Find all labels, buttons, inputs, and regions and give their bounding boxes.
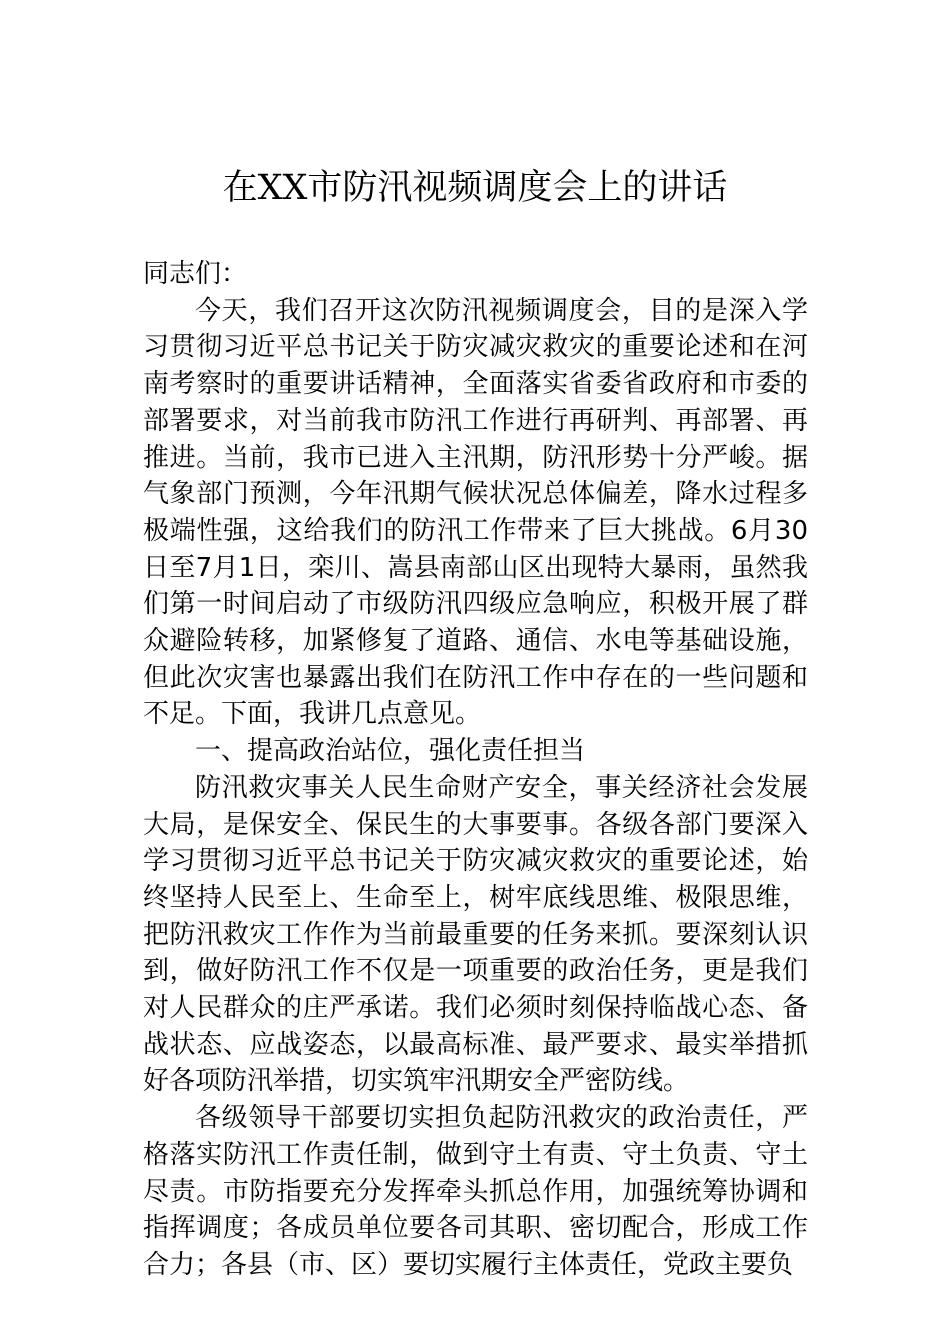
document-title: 在XX市防汛视频调度会上的讲话	[222, 168, 728, 208]
paragraph-body: 防汛救灾事关人民生命财产安全，事关经济社会发展大局，是保安全、保民生的大事要事。各级各部门要深入学习贯彻习近平总书记关于防灾减灾救灾的重要论述，始终坚持人民至上、生命至上，树牢底线思维、极限思维，把防汛救灾工作作为当前最重要的任务来抓。要深刻认识到，做好防汛工作不仅是一项重要的政治任务，更是我们对人民群众的庄严承诺。我们必须时刻保持临战心态、备战状态、应战姿态，以最高标准、最严要求、最实举措抓好各项防汛举措，切实筑牢汛期安全严密防线。	[143, 772, 808, 1097]
paragraph-responsibility: 各级领导干部要切实担负起防汛救灾的政治责任，严格落实防汛工作责任制，做到守土有责、守土负责、守土尽责。市防指要充分发挥牵头抓总作用，加强统筹协调和指挥调度；各成员单位要各司其职、密切配合，形成工作合力；各县（市、区）要切实履行主体责任，党政主要负	[143, 1103, 808, 1280]
section-heading: 一、提高政治站位，强化责任担当	[195, 736, 586, 767]
paragraph-intro: 今天，我们召开这次防汛视频调度会，目的是深入学习贯彻习近平总书记关于防灾减灾救灾的重要论述和在河南考察时的重要讲话精神，全面落实省委省政府和市委的部署要求，对当前我市防汛工作进行再研判、再部署、再推进。当前，我市已进入主汛期，防汛形势十分严峻。据气象部门预测，今年汛期气候状况总体偏差，降水过程多极端性强，这给我们的防汛工作带来了巨大挑战。6月30日至7月1日，栾川、嵩县南部山区出现特大暴雨，虽然我们第一时间启动了市级防汛四级应急响应，积极开展了群众避险转移，加紧修复了道路、通信、水电等基础设施，但此次灾害也暴露出我们在防汛工作中存在的一些问题和不足。下面，我讲几点意见。	[143, 295, 808, 730]
salutation: 同志们：	[143, 259, 248, 289]
document-body	[143, 256, 808, 1284]
